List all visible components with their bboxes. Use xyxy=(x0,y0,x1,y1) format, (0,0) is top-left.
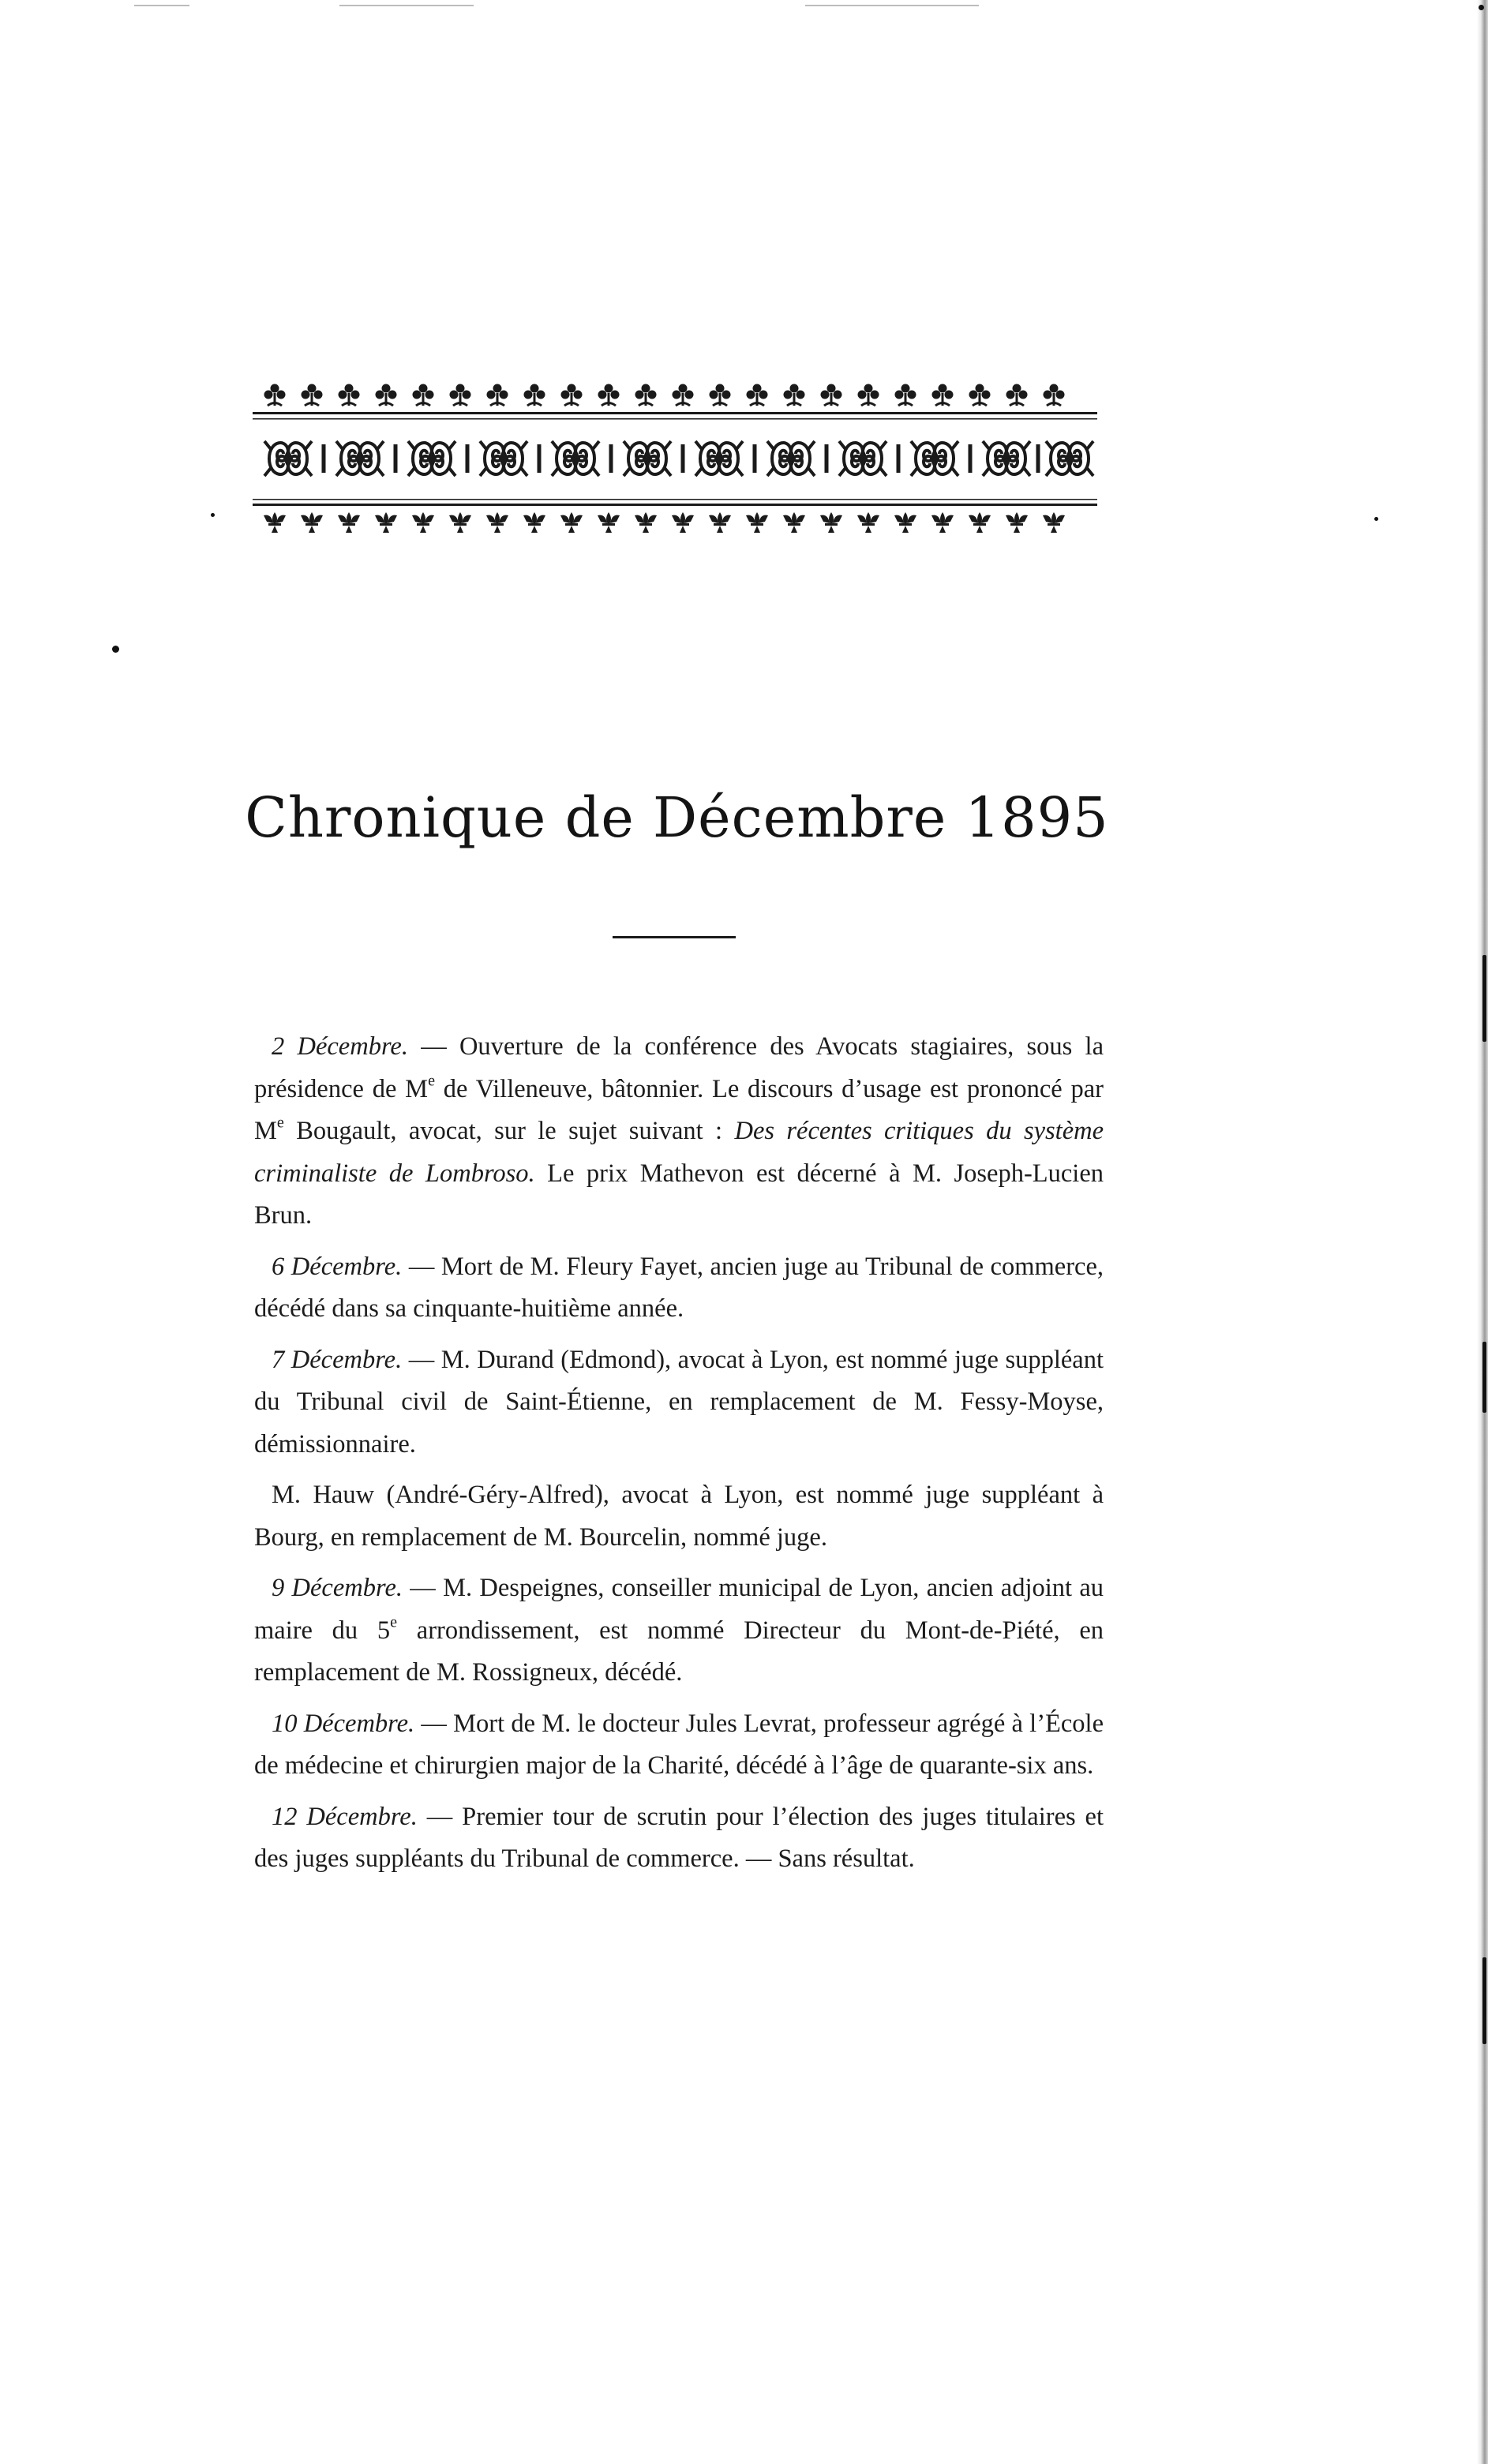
entry-7-decembre-continued xyxy=(254,1474,1104,1559)
fleur-trefoil-row xyxy=(264,384,1065,406)
ink-speck xyxy=(112,646,119,653)
ink-speck xyxy=(1374,517,1378,521)
entry-10-decembre xyxy=(254,1703,1104,1788)
entry-date: 6 Décembre. xyxy=(272,1252,403,1281)
ink-speck xyxy=(1479,5,1484,10)
entry-text: M. Hauw (André-Géry-Alfred), avocat à Lyon, est nommé juge suppléant à Bourg, en remplacement de M. Bourcelin, nommé juge. xyxy=(254,1481,1104,1552)
superscript: e xyxy=(390,1613,398,1631)
title-divider xyxy=(613,936,736,938)
page-edge-shadow xyxy=(1477,0,1488,2464)
entry-date: 10 Décembre. xyxy=(272,1709,415,1738)
scroll-flourish-row xyxy=(264,441,1093,476)
entry-text: de Villeneuve, bâtonnier. Le discours d’usage est prononcé par M xyxy=(254,1074,1104,1145)
entry-2-decembre xyxy=(254,1026,1104,1238)
entry-date: 12 Décembre. xyxy=(272,1802,418,1831)
entry-12-decembre xyxy=(254,1796,1104,1881)
entry-text: Premier tour de scrutin pour l’élection des juges titulaires et des juges suppléants du Tribunal de commerce. — Sans résultat. xyxy=(254,1802,1104,1873)
fleur-de-lis-row xyxy=(264,512,1065,533)
header-ornament xyxy=(253,377,1097,539)
entry-separator: — xyxy=(421,1032,447,1061)
scan-artifact xyxy=(805,5,979,6)
entry-text: M. Durand (Edmond), avocat à Lyon, est nommé juge suppléant du Tribunal civil de Saint-Étienne, en remplacement de M. Fessy-Moyse, démissionnaire. xyxy=(254,1345,1104,1459)
scan-artifact xyxy=(134,5,189,6)
entry-separator: — xyxy=(421,1709,447,1738)
entry-separator: — xyxy=(410,1574,436,1602)
entry-9-decembre xyxy=(254,1567,1104,1694)
entry-date: 7 Décembre. xyxy=(272,1345,403,1374)
scan-artifact xyxy=(1482,955,1486,1042)
entry-separator: — xyxy=(408,1345,435,1374)
entry-separator: — xyxy=(426,1802,453,1831)
entry-text: Mort de M. le docteur Jules Levrat, professeur agrégé à l’École de médecine et chirurgien major de la Charité, décédé à l’âge de quarante-six ans. xyxy=(254,1709,1104,1780)
entry-separator: — xyxy=(408,1252,435,1281)
entry-7-decembre xyxy=(254,1339,1104,1466)
entry-text: Mort de M. Fleury Fayet, ancien juge au Tribunal de commerce, décédé dans sa cinquante-huitième année. xyxy=(254,1252,1104,1323)
entry-text: M. Despeignes, conseiller municipal de Lyon, ancien adjoint au maire du 5 xyxy=(254,1574,1104,1645)
superscript: e xyxy=(428,1072,436,1089)
scan-artifact xyxy=(1482,1957,1486,2044)
entry-date: 2 Décembre. xyxy=(272,1032,408,1061)
scan-artifact xyxy=(1482,1342,1486,1413)
lecture-title: Des récentes critiques du système criminaliste de Lombroso. xyxy=(254,1117,1104,1188)
chronicle-body xyxy=(254,1026,1104,1889)
scan-artifact xyxy=(339,5,474,6)
entry-text: arrondissement, est nommé Directeur du Mont-de-Piété, en remplacement de M. Rossigneux, décédé. xyxy=(254,1616,1104,1687)
superscript: e xyxy=(276,1114,284,1132)
ink-speck xyxy=(211,513,215,517)
entry-text: Bougault, avocat, sur le sujet suivant : xyxy=(296,1117,723,1145)
page-title: Chronique de Décembre 1895 xyxy=(245,785,1109,850)
entry-6-decembre xyxy=(254,1246,1104,1331)
entry-text: Le prix Mathevon est décerné à M. Joseph-Lucien Brun. xyxy=(254,1159,1104,1230)
entry-text: Ouverture de la conférence des Avocats stagiaires, sous la présidence de M xyxy=(254,1032,1104,1103)
entry-date: 9 Décembre. xyxy=(272,1574,403,1602)
